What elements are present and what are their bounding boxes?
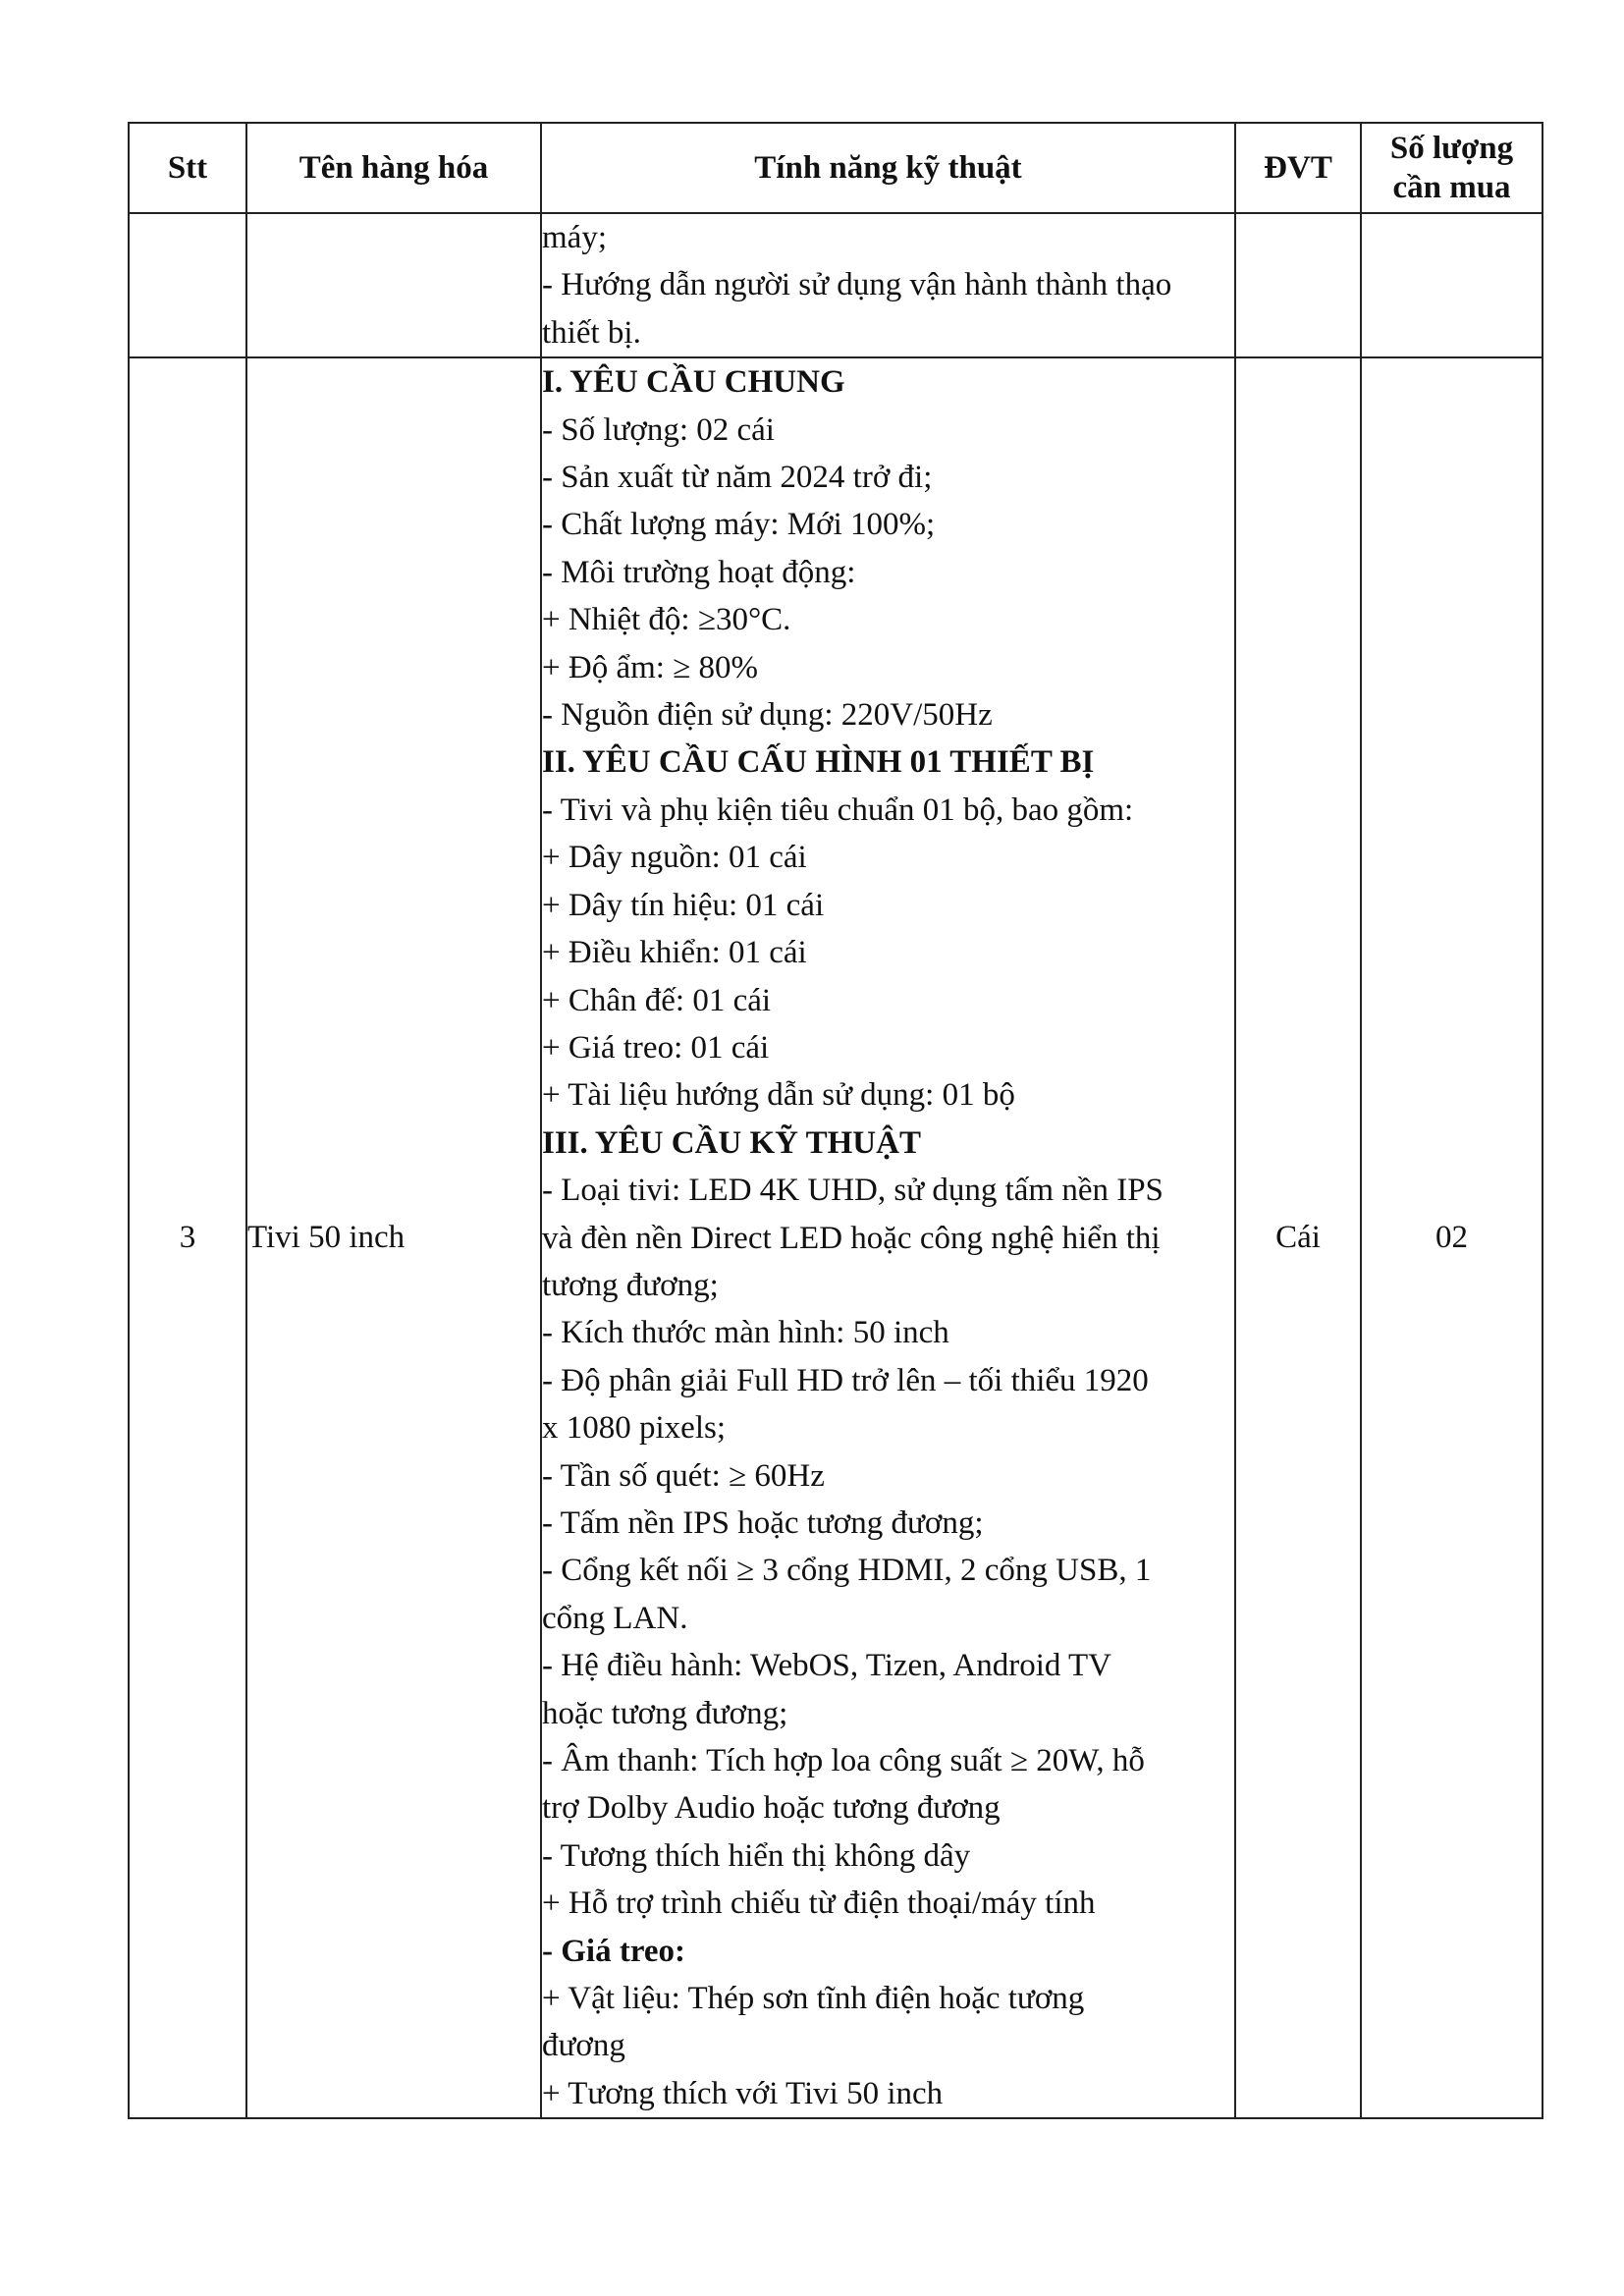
spec-line: và đèn nền Direct LED hoặc công nghệ hiển thị [542, 1220, 1161, 1256]
spec-line: - Tần số quét: ≥ 60Hz [542, 1457, 825, 1494]
spec-line: cổng LAN. [542, 1600, 688, 1636]
spec-line: đương [542, 2028, 625, 2064]
spec-line: - Hệ điều hành: WebOS, Tizen, Android TV [542, 1648, 1112, 1684]
header-name: Tên hàng hóa [246, 123, 541, 213]
spec-section-heading: - Giá treo: [542, 1933, 686, 1969]
spec-line: + Hỗ trợ trình chiếu từ điện thoại/máy tính [542, 1886, 1096, 1922]
spec-line: - Nguồn điện sử dụng: 220V/50Hz [542, 697, 993, 734]
prev-unit-cell [1235, 213, 1361, 357]
item-stt: 3 [129, 357, 246, 2118]
spec-line: + Tài liệu hướng dẫn sử dụng: 01 bộ [542, 1077, 1015, 1114]
spec-line: trợ Dolby Audio hoặc tương đương [542, 1790, 1001, 1827]
header-qty-line2: cần mua [1392, 170, 1511, 205]
header-stt: Stt [129, 123, 246, 213]
item-qty: 02 [1361, 357, 1543, 2118]
spec-line: + Chân đế: 01 cái [542, 982, 772, 1018]
spec-line: thiết bị. [542, 314, 641, 351]
spec-line: x 1080 pixels; [542, 1410, 726, 1447]
specification-table [128, 122, 1543, 2119]
table-row-continued [129, 213, 1543, 357]
header-row [129, 123, 1543, 213]
prev-spec-cell [541, 213, 1235, 357]
spec-line: + Điều khiển: 01 cái [542, 935, 807, 971]
header-spec: Tính năng kỹ thuật [541, 123, 1235, 213]
spec-line: + Độ ẩm: ≥ 80% [542, 649, 759, 685]
spec-section-heading: I. YÊU CẦU CHUNG [542, 364, 845, 401]
prev-qty-cell [1361, 213, 1543, 357]
spec-line: - Chất lượng máy: Mới 100%; [542, 507, 936, 543]
header-unit: ĐVT [1235, 123, 1361, 213]
spec-line: - Loại tivi: LED 4K UHD, sử dụng tấm nền IPS [542, 1173, 1164, 1209]
spec-line: - Tương thích hiển thị không dây [542, 1837, 971, 1874]
spec-line: + Giá treo: 01 cái [542, 1029, 770, 1066]
spec-line: tương đương; [542, 1267, 719, 1303]
spec-line: + Dây tín hiệu: 01 cái [542, 887, 825, 923]
spec-line: - Âm thanh: Tích hợp loa công suất ≥ 20W, hỗ [542, 1743, 1145, 1778]
item-spec-cell [541, 357, 1235, 2118]
spec-line: - Hướng dẫn người sử dụng vận hành thành thạo [542, 267, 1172, 303]
spec-section-heading: II. YÊU CẦU CẤU HÌNH 01 THIẾT BỊ [542, 744, 1095, 781]
spec-line: + Nhiệt độ: ≥30°C. [542, 602, 791, 638]
spec-line: - Tivi và phụ kiện tiêu chuẩn 01 bộ, bao gồm: [542, 792, 1134, 828]
header-qty-line1: Số lượng [1389, 131, 1514, 166]
spec-line: - Sản xuất từ năm 2024 trở đi; [542, 460, 933, 496]
spec-lines [542, 358, 1234, 2117]
spec-line: + Vật liệu: Thép sơn tĩnh điện hoặc tương [542, 1981, 1085, 2017]
item-unit: Cái [1235, 357, 1361, 2118]
spec-line: - Số lượng: 02 cái [542, 411, 775, 448]
spec-section-heading: III. YÊU CẦU KỸ THUẬT [542, 1124, 921, 1161]
spec-line: - Độ phân giải Full HD trở lên – tối thiểu 1920 [542, 1362, 1149, 1398]
table-row [129, 357, 1543, 2118]
spec-line: - Kích thước màn hình: 50 inch [542, 1315, 949, 1351]
spec-line: + Tương thích với Tivi 50 inch [542, 2075, 944, 2111]
header-qty [1361, 123, 1543, 213]
prev-name-cell [246, 213, 541, 357]
spec-line: hoặc tương đương; [542, 1695, 788, 1731]
prev-stt-cell [129, 213, 246, 357]
spec-line: - Cổng kết nối ≥ 3 cổng HDMI, 2 cổng USB, 1 [542, 1553, 1152, 1589]
spec-line: - Môi trường hoạt động: [542, 554, 856, 590]
spec-line: - Tấm nền IPS hoặc tương đương; [542, 1504, 984, 1541]
spec-line: máy; [542, 220, 607, 255]
spec-line: + Dây nguồn: 01 cái [542, 840, 807, 876]
item-name: Tivi 50 inch [246, 357, 541, 2118]
